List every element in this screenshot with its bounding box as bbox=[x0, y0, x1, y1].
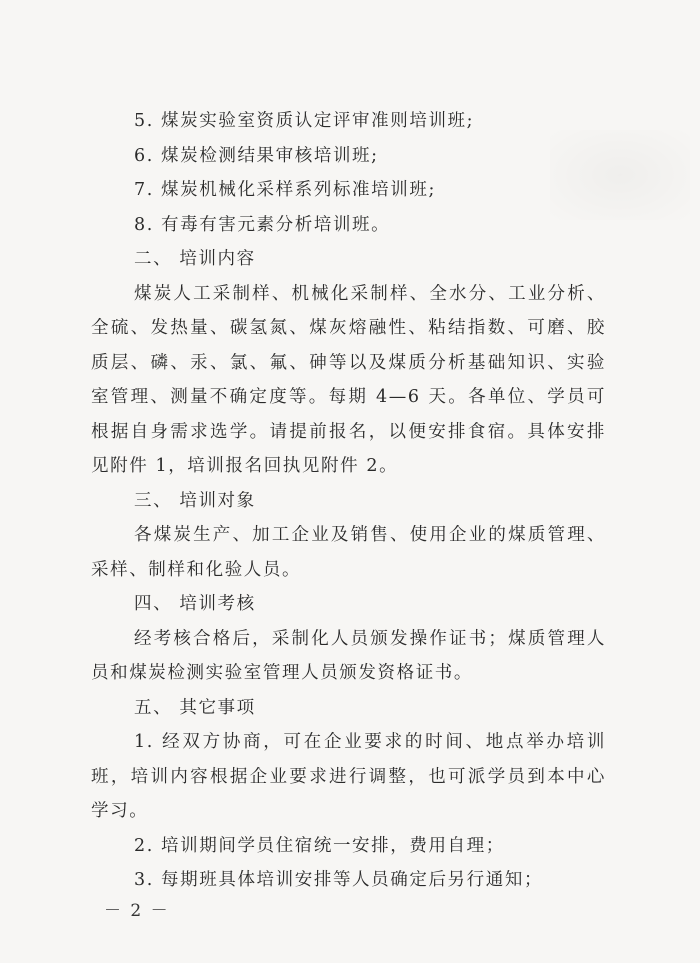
section-heading-content: 二、 培训内容 bbox=[134, 249, 256, 269]
section-heading-assessment: 四、 培训考核 bbox=[134, 594, 256, 614]
section-heading-other: 五、 其它事项 bbox=[134, 697, 256, 718]
section-body-audience: 各煤炭生产、加工企业及销售、使用企业的煤质管理、采样、制样和化验人员。 bbox=[91, 525, 606, 580]
other-item-1: 1. 经双方协商，可在企业要求的时间、地点举办培训班，培训内容根据企业要求进行调整，也可派学员到本中心学习。 bbox=[91, 732, 606, 821]
other-item-2: 2. 培训期间学员住宿统一安排，费用自理； bbox=[134, 835, 505, 856]
list-item: 5. 煤炭实验室资质认定评审准则培训班; bbox=[134, 111, 475, 131]
document-body bbox=[91, 104, 606, 898]
section-body-assessment: 经考核合格后，采制化人员颁发操作证书；煤质管理人员和煤炭检测实验室管理人员颁发资格证书。 bbox=[91, 628, 606, 683]
page-number: － 2 － bbox=[104, 901, 170, 921]
list-item: 6. 煤炭检测结果审核培训班; bbox=[134, 145, 379, 166]
list-item: 8. 有毒有害元素分析培训班。 bbox=[134, 214, 391, 235]
section-body-content: 煤炭人工采制样、机械化采制样、全水分、工业分析、全硫、发热量、碳氢氮、煤灰熔融性、粘结指数、可磨、胶质层、磷、汞、氯、氟、砷等以及煤质分析基础知识、实验室管理、测量不确定度等。每期 4—6 天。各单位、学员可根据自身需求选学。请提前报名，以便安排食宿。具体安排见附件 1，培训报名回执见附件 2。 bbox=[91, 283, 606, 476]
other-item-3: 3. 每期班具体培训安排等人员确定后另行通知； bbox=[134, 870, 544, 890]
section-heading-audience: 三、 培训对象 bbox=[134, 490, 256, 511]
list-item: 7. 煤炭机械化采样系列标准培训班; bbox=[134, 180, 436, 200]
